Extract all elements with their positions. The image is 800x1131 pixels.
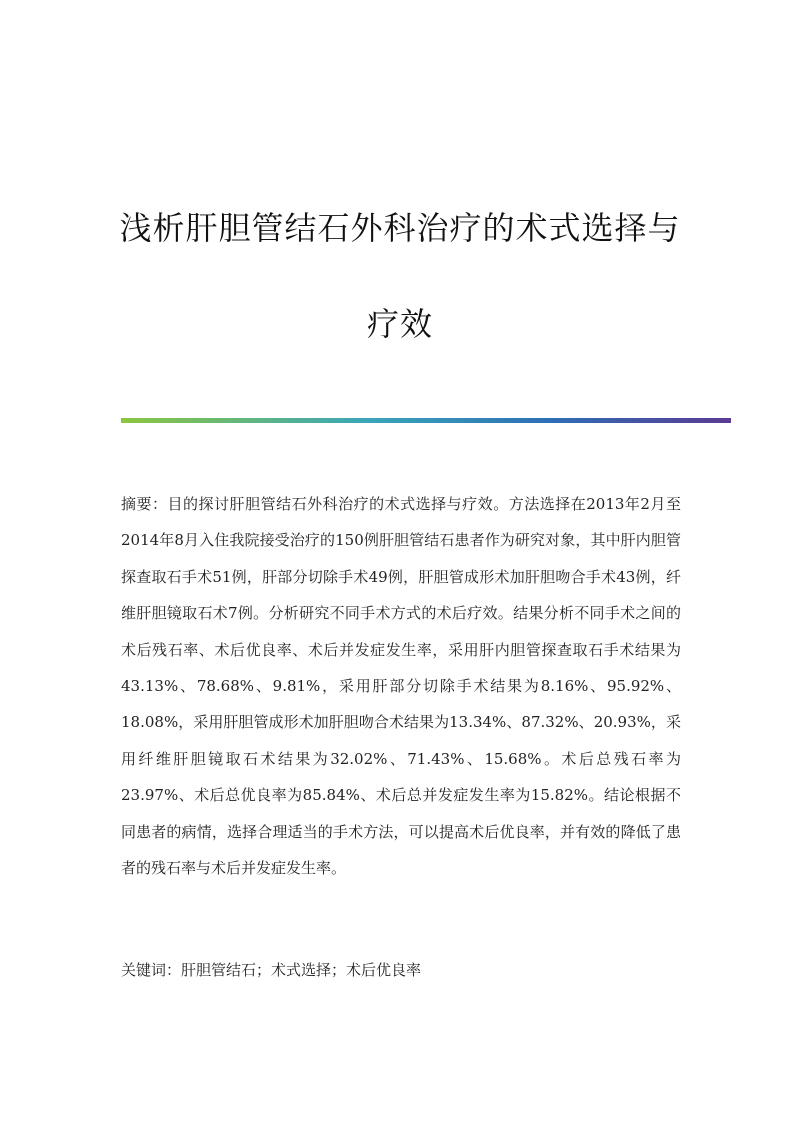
keywords-line: 关键词：肝胆管结石；术式选择；术后优良率 xyxy=(121,961,422,979)
gradient-divider xyxy=(121,418,731,423)
abstract-paragraph: 摘要：目的探讨肝胆管结石外科治疗的术式选择与疗效。方法选择在2013年2月至2014年8月入住我院接受治疗的150例肝胆管结石患者作为研究对象，其中肝内胆管探查取石手术51例，肝部分切除手术49例，肝胆管成形术加肝胆吻合手术43例，纤维肝胆镜取石术7例。分析研究不同手术方式的术后疗效。结果分析不同手术之间的术后残石率、术后优良率、术后并发症发生率，采用肝内胆管探查取石手术结果为43.13%、78.68%、9.81%，采用肝部分切除手术结果为8.16%、95.92%、18.08%，采用肝胆管成形术加肝胆吻合术结果为13.34%、87.32%、20.93%，采用纤维肝胆镜取石术结果为32.02%、71.43%、15.68%。术后总残石率为23.97%、术后总优良率为85.84%、术后总并发症发生率为15.82%。结论根据不同患者的病情，选择合理适当的手术方法，可以提高术后优良率，并有效的降低了患者的残石率与术后并发症发生率。 xyxy=(121,495,681,878)
title-line-1: 浅析肝胆管结石外科治疗的术式选择与 xyxy=(119,209,681,247)
document-title xyxy=(70,180,730,372)
title-line-2: 疗效 xyxy=(366,305,433,343)
